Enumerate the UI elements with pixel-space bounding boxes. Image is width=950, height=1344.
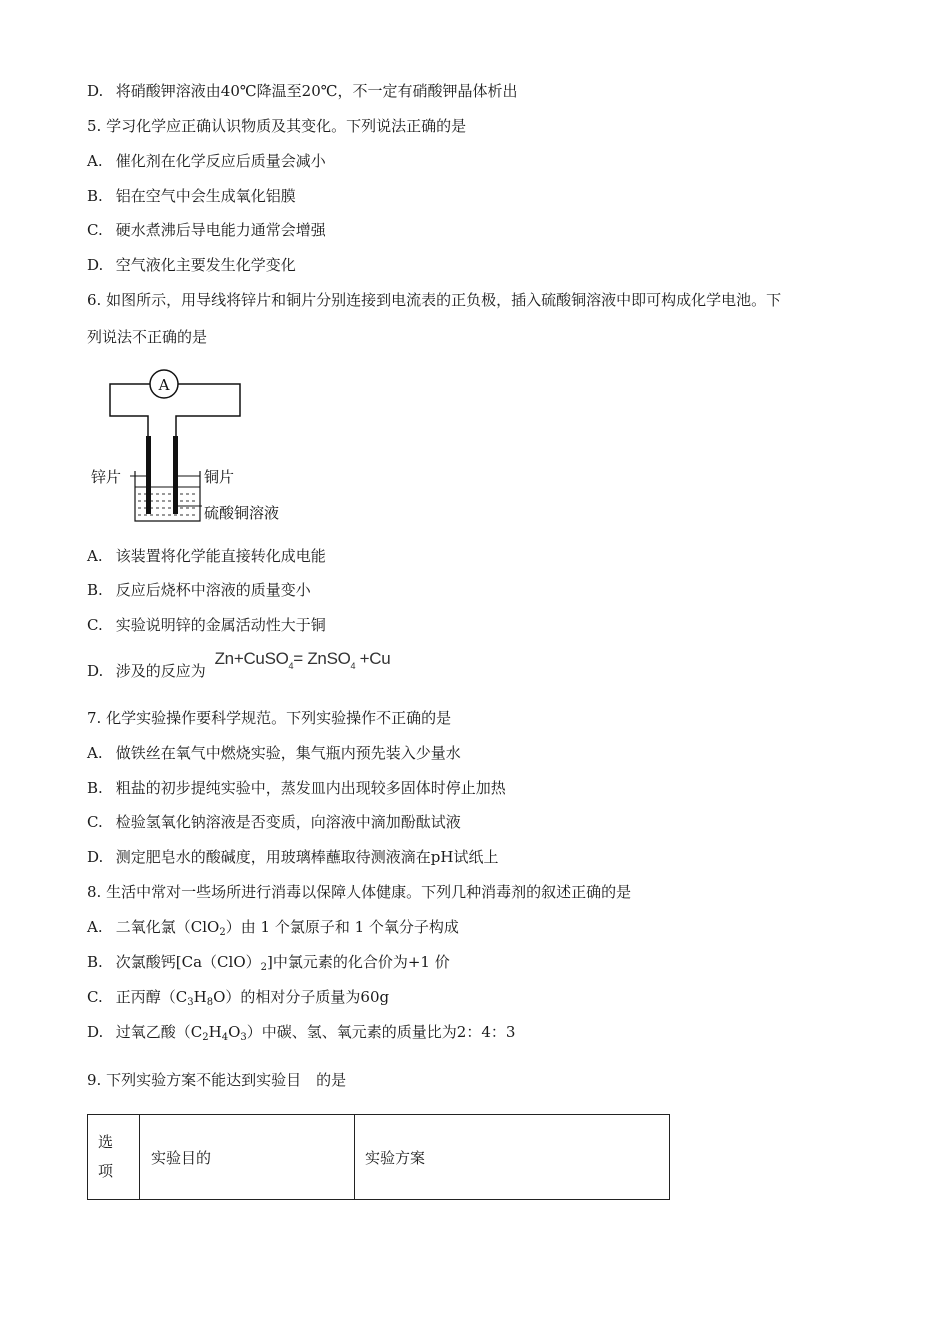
q8-option-a	[87, 916, 459, 938]
reaction-equation	[214, 649, 391, 671]
option-text: 催化剂在化学反应后质量会减小	[115, 152, 326, 170]
eq-sub1: 4	[288, 661, 294, 671]
option-label: D.	[87, 848, 104, 866]
formula-part: O	[228, 1023, 241, 1041]
option-text-post: ）中碳、氢、氧元素的质量比为2：4：3	[246, 1023, 516, 1041]
q7-option-b	[87, 777, 506, 799]
option-text-pre: 正丙醇（C	[115, 988, 188, 1006]
zinc-plate	[146, 436, 151, 514]
table-header-row	[88, 1115, 670, 1200]
q7-option-a	[87, 742, 461, 764]
q5-option-a	[87, 150, 326, 172]
q6-option-b	[87, 579, 311, 601]
option-text-pre: 过氧乙酸（C	[115, 1023, 203, 1041]
option-label: D.	[87, 1023, 104, 1041]
option-text-pre: 次氯酸钙[Ca（ClO）	[115, 953, 261, 971]
q6-option-d	[87, 649, 391, 689]
header-option-line1: 选	[98, 1133, 114, 1151]
q6-stem-line2: 列说法不正确的是	[87, 328, 208, 346]
option-text: 铝在空气中会生成氧化铝膜	[115, 187, 296, 205]
subscript: 8	[206, 997, 214, 1008]
battery-diagram	[88, 366, 298, 528]
option-text-post: O）的相对分子质量为60g	[213, 988, 390, 1006]
q4-option-d	[87, 80, 518, 102]
option-text: 反应后烧杯中溶液的质量变小	[115, 581, 311, 599]
zinc-label: 锌片	[91, 468, 122, 486]
header-option	[88, 1115, 140, 1200]
option-text: 测定肥皂水的酸碱度，用玻璃棒蘸取待测液滴在pH试纸上	[115, 848, 499, 866]
subscript: 3	[187, 997, 194, 1008]
ammeter-label: A	[158, 376, 170, 394]
right-wire	[176, 384, 240, 436]
q5-option-d	[87, 254, 296, 276]
q5-stem: 5. 学习化学应正确认识物质及其变化。下列说法正确的是	[87, 117, 467, 135]
q6-option-a	[87, 545, 326, 567]
q9-stem: 9. 下列实验方案不能达到实验目 的是	[87, 1071, 347, 1089]
option-text: 涉及的反应为	[115, 662, 206, 680]
formula-part: H	[208, 1023, 222, 1041]
option-label: A.	[87, 918, 103, 936]
copper-label: 铜片	[204, 468, 235, 486]
eq-lhs: Zn+CuSO	[214, 649, 289, 668]
beaker	[135, 471, 200, 521]
option-label: C.	[87, 616, 103, 634]
option-text-pre: 二氧化氯（ClO	[115, 918, 220, 936]
header-plan: 实验方案	[355, 1115, 670, 1200]
option-label: C.	[87, 813, 103, 831]
copper-plate	[173, 436, 178, 514]
option-label: D.	[87, 82, 104, 100]
option-text: 做铁丝在氧气中燃烧实验，集气瓶内预先装入少量水	[115, 744, 461, 762]
option-label: A.	[87, 547, 103, 565]
solution-label: 硫酸铜溶液	[204, 504, 280, 522]
q7-stem: 7. 化学实验操作要科学规范。下列实验操作不正确的是	[87, 709, 452, 727]
option-label: D.	[87, 256, 104, 274]
header-purpose: 实验目的	[140, 1115, 355, 1200]
option-text: 硬水煮沸后导电能力通常会增强	[115, 221, 326, 239]
option-text: 将硝酸钾溶液由40℃降温至20℃，不一定有硝酸钾晶体析出	[115, 82, 518, 100]
subscript: 4	[221, 1032, 229, 1043]
q8-option-c	[87, 986, 389, 1008]
option-label: C.	[87, 988, 103, 1006]
subscript: 2	[260, 962, 268, 973]
option-text: 该装置将化学能直接转化成电能	[115, 547, 326, 565]
option-label: B.	[87, 953, 103, 971]
option-label: A.	[87, 744, 103, 762]
option-label: A.	[87, 152, 103, 170]
subscript: 2	[219, 927, 226, 938]
q7-option-c	[87, 811, 461, 833]
option-text: 粗盐的初步提纯实验中，蒸发皿内出现较多固体时停止加热	[115, 779, 506, 797]
option-label: B.	[87, 187, 103, 205]
option-label: D.	[87, 662, 104, 680]
q9-table	[87, 1114, 670, 1200]
q8-option-d	[87, 1021, 515, 1043]
option-label: C.	[87, 221, 103, 239]
q5-option-b	[87, 185, 296, 207]
q5-option-c	[87, 219, 326, 241]
option-text: 空气液化主要发生化学变化	[115, 256, 296, 274]
eq-sub2: 4	[350, 661, 356, 671]
formula-part: H	[193, 988, 207, 1006]
subscript: 2	[202, 1032, 209, 1043]
option-label: B.	[87, 779, 103, 797]
header-option-line2: 项	[98, 1162, 114, 1180]
eq-rhs: ZnSO	[307, 649, 351, 668]
q6-stem-line1: 6. 如图所示，用导线将锌片和铜片分别连接到电流表的正负极，插入硫酸铜溶液中即可构成化学电池。下	[87, 291, 782, 309]
option-label: B.	[87, 581, 103, 599]
eq-tail: +Cu	[355, 649, 391, 668]
option-text: 实验说明锌的金属活动性大于铜	[115, 616, 326, 634]
option-text-post: ]中氯元素的化合价为+1 价	[267, 953, 450, 971]
q7-option-d	[87, 846, 498, 868]
q8-stem: 8. 生活中常对一些场所进行消毒以保障人体健康。下列几种消毒剂的叙述正确的是	[87, 883, 632, 901]
q8-option-b	[87, 951, 450, 973]
q6-option-c	[87, 614, 326, 636]
eq-equals: =	[293, 649, 308, 668]
option-text: 检验氢氧化钠溶液是否变质，向溶液中滴加酚酞试液	[115, 813, 461, 831]
subscript: 3	[240, 1032, 247, 1043]
left-wire	[110, 384, 150, 436]
option-text-post: ）由 1 个氯原子和 1 个氧分子构成	[225, 918, 459, 936]
